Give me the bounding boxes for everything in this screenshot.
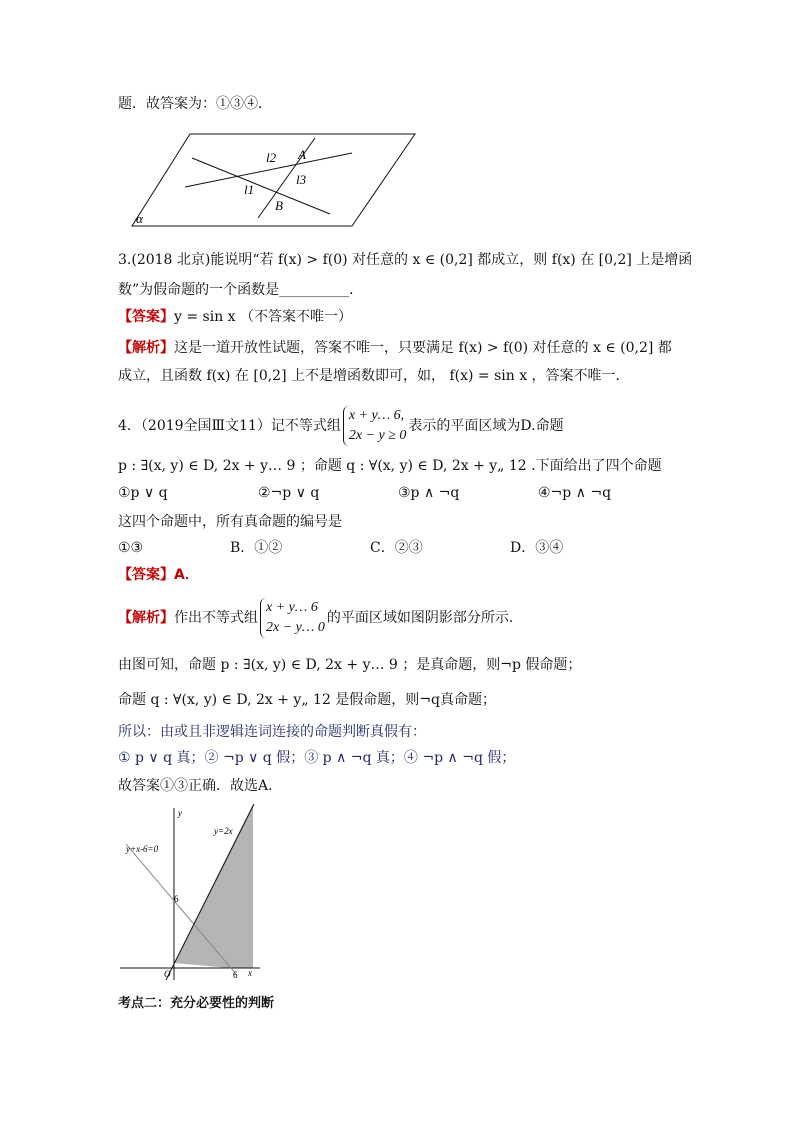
answer-tag: 【答案】: [118, 567, 174, 583]
label-B: B: [275, 198, 283, 213]
q4-line-truth: ① p ∨ q 真；② ¬p ∨ q 假；③ p ∧ ¬q 真；④ ¬p ∧ ¬q 假；: [118, 750, 516, 766]
q4-line-q: 命题 q : ∀(x, y) ∈ D, 2x + y„ 12 是假命题，则¬q真命题；: [118, 692, 496, 708]
footer-heading: 考点二：充分必要性的判断: [118, 996, 275, 1011]
q4-stem-suffix: 表示的平面区域为D.命题: [408, 418, 564, 434]
q4-option-4: ④¬p ∧ ¬q: [538, 485, 612, 501]
q4-answer-text: A．: [174, 567, 199, 583]
q4-sys-row2: 2x − y ≥ 0: [348, 428, 407, 443]
q4-choice-d: D．③④: [510, 540, 564, 556]
q4-line-so: 所以：由或且非逻辑连词连接的命题判断真假有：: [118, 724, 426, 740]
answer-tag: 【答案】: [118, 309, 174, 325]
q3-analysis-line1: [118, 338, 672, 358]
analysis-tag: 【解析】: [118, 340, 174, 356]
feasible-region-graph: [118, 804, 263, 982]
q4-choice-b: B．①②: [230, 540, 283, 556]
label-y-axis: y: [178, 808, 182, 818]
q4-question: 这四个命题中，所有真命题的编号是: [118, 514, 342, 530]
q4-stem: [118, 406, 564, 446]
label-l2: l2: [266, 150, 277, 165]
label-x-axis: x: [248, 968, 252, 978]
q4-stem-prefix: 4．（2019全国Ⅲ文11）记不等式组: [118, 418, 341, 434]
q3-stem-line1: 3.(2018 北京)能说明“若 f(x) > f(0) 对任意的 x ∈ (0,2] 都成立，则 f(x) 在 [0,2] 上是增函: [118, 252, 693, 268]
q4-option-2: ②¬p ∨ q: [258, 485, 320, 501]
q3-analysis-text1: 这是一道开放性试题，答案不唯一，只要满足 f(x) > f(0) 对任意的 x ∈ (0,2] 都: [174, 340, 672, 356]
q4-props-line: p : ∃(x, y) ∈ D, 2x + y… 9 ；命题 q : ∀(x, y) ∈ D, 2x + y„ 12 .下面给出了四个命题: [118, 458, 662, 474]
label-l1: l1: [244, 182, 255, 197]
q3-stem-line2: 数”为假命题的一个函数是__________．: [118, 282, 364, 298]
q4-analysis-suffix: 的平面区域如图阴影部分所示.: [326, 610, 514, 626]
line-l1: [192, 158, 330, 214]
q3-answer: [118, 307, 352, 327]
label-line2: y=2x: [214, 826, 233, 836]
q4-line-conclusion: 故答案①③正确．故选A．: [118, 778, 283, 794]
label-line1: y+x-6=0: [126, 844, 159, 854]
q4-sys-row1: x + y… 6,: [348, 408, 405, 423]
q4-analysis: [118, 598, 513, 638]
analysis-tag: 【解析: [118, 610, 160, 626]
label-l3: l3: [296, 172, 307, 187]
label-six-x: 6: [233, 970, 238, 980]
label-alpha: α: [136, 211, 143, 226]
label-A: A: [298, 147, 306, 162]
analysis-tag-end: 】: [160, 610, 174, 626]
q4-option-3: ③p ∧ ¬q: [398, 485, 460, 501]
q4-asys-row2: 2x − y… 0: [266, 620, 325, 635]
q4-asys-row1: x + y… 6: [266, 600, 318, 615]
q4-answer: [118, 565, 199, 585]
label-origin: O: [164, 969, 171, 979]
plane-alpha: [132, 134, 415, 226]
intro-line: 题．故答案为：①③④．: [118, 96, 272, 112]
label-six-y: 6: [174, 894, 179, 904]
q4-option-1: ①p ∨ q: [118, 485, 168, 501]
q4-inequality-system: [343, 406, 407, 446]
q4-choice-a: ①③: [118, 540, 144, 556]
q4-analysis-inequality-system: [260, 598, 325, 638]
q4-choice-c: C．②③: [370, 540, 423, 556]
q3-answer-text: y = sin x （不答案不唯一）: [174, 309, 353, 325]
q4-line-p: 由图可知，命题 p : ∃(x, y) ∈ D, 2x + y… 9 ；是真命题，则¬p 假命题；: [118, 657, 582, 673]
q4-analysis-prefix: 作出不等式组: [174, 610, 258, 626]
plane-figure: [130, 128, 420, 230]
q3-analysis-line2: 成立，且函数 f(x) 在 [0,2] 上不是增函数即可，如， f(x) = sin x ，答案不唯一．: [118, 368, 630, 384]
